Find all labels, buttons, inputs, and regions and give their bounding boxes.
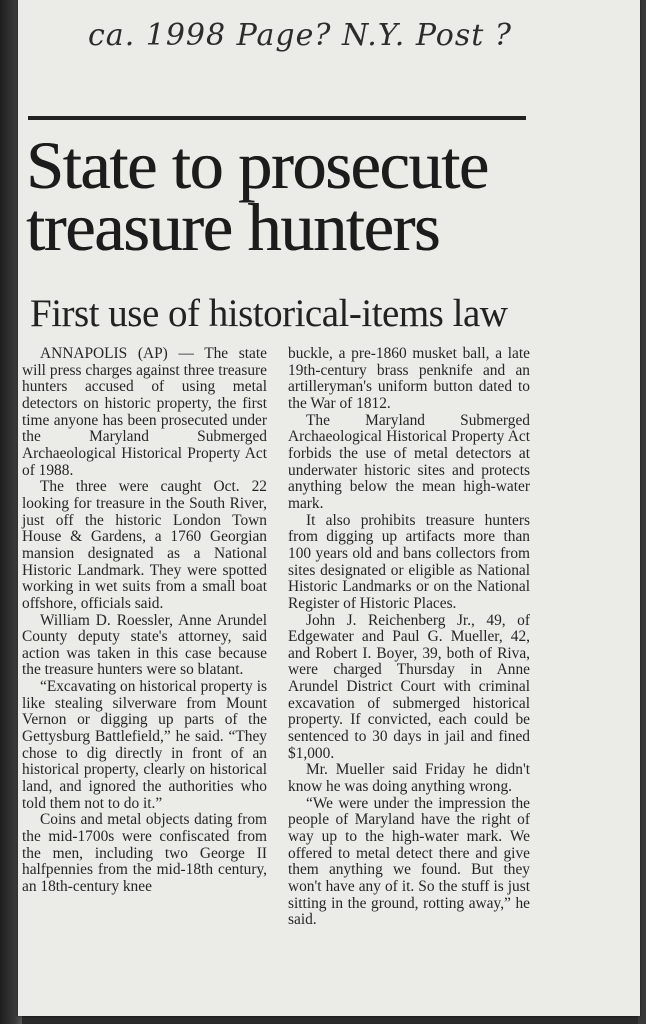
top-rule [28, 116, 526, 120]
subheadline: First use of historical-items law [30, 292, 508, 335]
paragraph: William D. Roessler, Anne Arundel County deputy state's attorney, said action was taken in this case because the treasure hunters were so blatant. [22, 611, 267, 679]
paragraph: It also prohibits treasure hunters from digging up artifacts more than 100 years old and bans collectors from sites designated or eligible as National Historic Landmarks or on the National Register of Historic Places. [288, 511, 530, 612]
right-column [288, 346, 530, 929]
headline: State to prosecute treasure hunters [26, 127, 488, 265]
paragraph: John J. Reichenberg Jr., 49, of Edgewater and Paul G. Mueller, 42, and Robert I. Boyer, 39, both of Riva, were charged Thursday in Anne Arundel District Court with criminal excavation of submerged historical property. If convicted, each could be sentenced to 30 days in jail and fined $1,000. [288, 611, 530, 762]
left-column [22, 346, 267, 896]
paragraph: Mr. Mueller said Friday he didn't know he was doing anything wrong. [288, 761, 530, 796]
paragraph: The three were caught Oct. 22 looking for treasure in the South River, just off the historic London Town House & Gardens, a 1760 Georgian mansion designated as a National Historic Landmark. They were spotted working in wet suits from a small boat offshore, officials said. [22, 478, 267, 612]
paragraph: “Excavating on historical property is like stealing silverware from Mount Vernon or digging up parts of the Gettysburg Battlefield,” he said. “They chose to dig directly in front of an historical property, clearly on historical land, and ignored the authorities who told them not to do it.” [22, 678, 267, 812]
paragraph: “We were under the impression the people of Maryland have the right of way up to the high-water mark. We offered to metal detect there and give them anything we found. But they won't have any of it. So the stuff is just sitting in the ground, rotting away,” he said. [288, 794, 530, 929]
paragraph: Coins and metal objects dating from the mid-1700s were confiscated from the men, including two George II halfpennies from the mid-18th century, an 18th-century knee [22, 811, 267, 895]
paragraph: The Maryland Submerged Archaeological Historical Property Act forbids the use of metal detectors at underwater historic sites and protects anything below the mean high-water mark. [288, 411, 530, 512]
paragraph: buckle, a pre-1860 musket ball, a late 19th-century brass penknife and an artilleryman's uniform button dated to the War of 1812. [288, 345, 530, 412]
handwritten-note: ca. 1998 Page? N.Y. Post ? [88, 18, 512, 53]
paragraph: ANNAPOLIS (AP) — The state will press charges against three treasure hunters accused of using metal detectors on historic property, the first time anyone has been prosecuted under the Maryland Submerged Archaeological Historical Property Act of 1988. [22, 345, 267, 479]
